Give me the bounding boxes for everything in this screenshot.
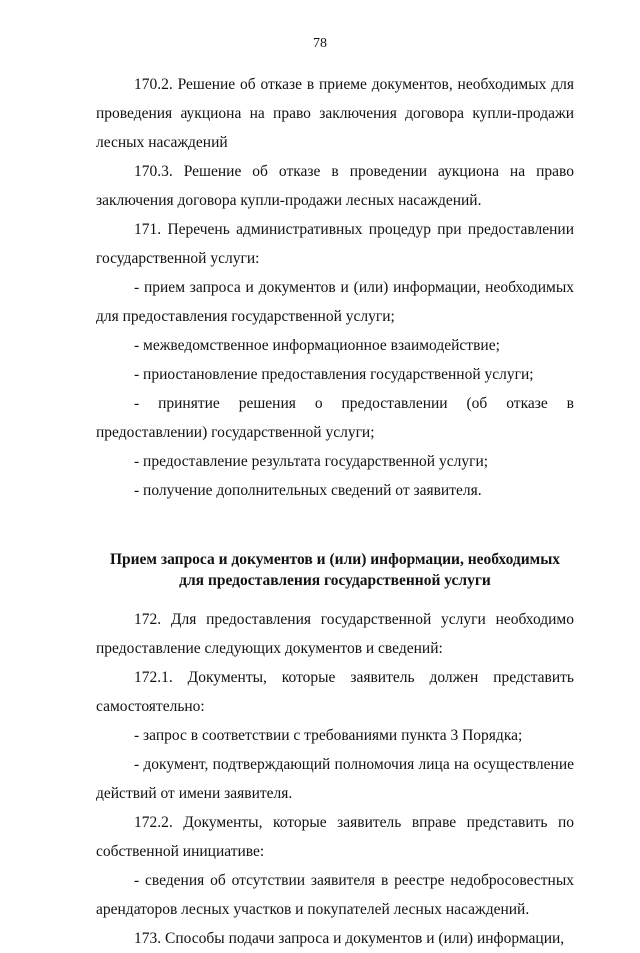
list-item-additional-info: - получение дополнительных сведений от заявителя. <box>134 482 482 499</box>
paragraph-172-2: 172.2. Документы, которые заявитель вправе представить по собственной инициативе: <box>96 814 574 860</box>
list-item-result-delivery: - предоставление результата государственной услуги; <box>134 453 489 470</box>
paragraph-170-3: 170.3. Решение об отказе в проведении аукциона на право заключения договора купли-продажи лесных насаждений. <box>96 163 574 209</box>
paragraph-172-1: 172.1. Документы, которые заявитель должен представить самостоятельно: <box>96 669 574 715</box>
list-item-interagency-interaction: - межведомственное информационное взаимодействие; <box>134 337 500 354</box>
list-item-decision: - принятие решения о предоставлении (об отказе в предоставлении) государственной услуги; <box>96 395 574 441</box>
paragraph-173: 173. Способы подачи запроса и документов и (или) информации, <box>134 930 565 947</box>
paragraph-172: 172. Для предоставления государственной услуги необходимо предоставление следующих документов и сведений: <box>96 611 574 657</box>
list-item-request-intake: - прием запроса и документов и (или) информации, необходимых для предоставления государственной услуги; <box>96 279 574 325</box>
list-item-registry-info: - сведения об отсутствии заявителя в реестре недобросовестных арендаторов лесных участков и покупателей лесных насаждений. <box>96 872 574 918</box>
list-item-request-per-requirements: - запрос в соответствии с требованиями пункта 3 Порядка; <box>134 727 523 744</box>
document-body <box>96 70 574 953</box>
list-item-suspension: - приостановление предоставления государственной услуги; <box>134 366 534 383</box>
section-heading <box>96 549 574 591</box>
paragraph-170-2: 170.2. Решение об отказе в приеме документов, необходимых для проведения аукциона на право заключения договора купли-продажи лесных насаждений <box>96 76 574 151</box>
page-number: 78 <box>313 36 327 51</box>
section-heading-line-2: для предоставления государственной услуги <box>179 572 491 589</box>
paragraph-171: 171. Перечень административных процедур при предоставлении государственной услуги: <box>96 221 574 267</box>
section-heading-line-1: Прием запроса и документов и (или) информации, необходимых <box>109 551 561 568</box>
list-item-authority-document: - документ, подтверждающий полномочия лица на осуществление действий от имени заявителя. <box>96 756 574 802</box>
